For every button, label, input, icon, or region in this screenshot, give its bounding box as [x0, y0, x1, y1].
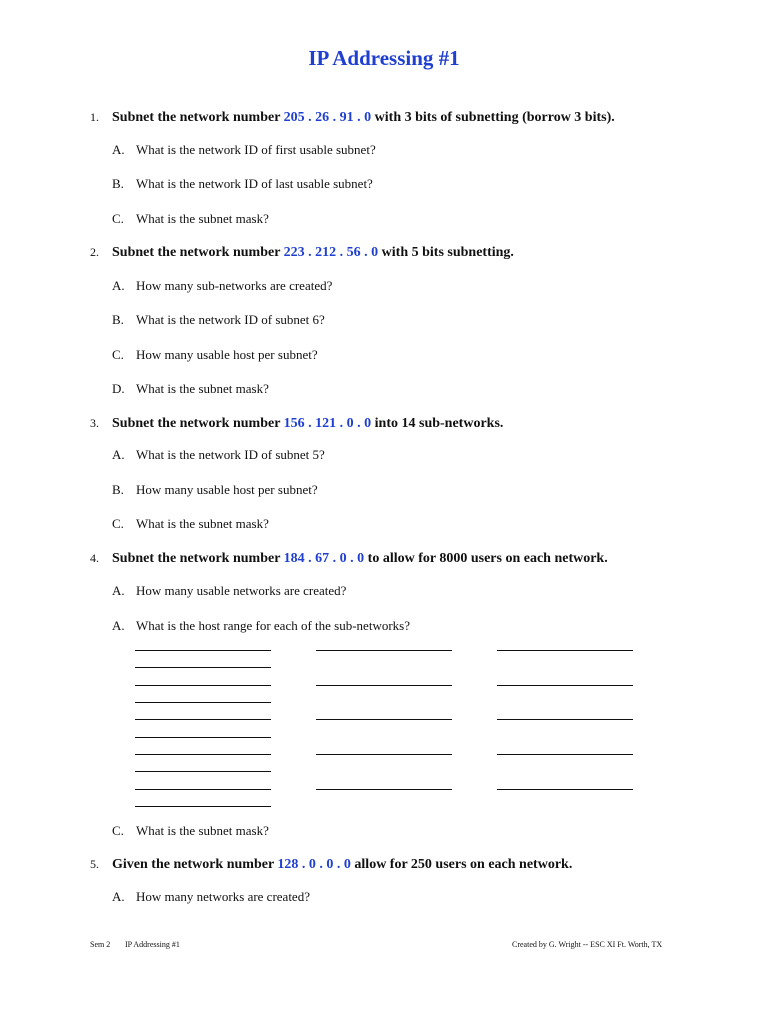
- question-suffix: to allow for 8000 users on each network.: [364, 551, 608, 566]
- question-suffix: with 3 bits of subnetting (borrow 3 bits).: [371, 110, 615, 125]
- question-number: 5.: [90, 857, 99, 871]
- answer-blank[interactable]: [497, 719, 633, 720]
- sub-text: How many usable host per subnet?: [136, 347, 318, 362]
- sub-question: [112, 516, 269, 532]
- sub-text: How many networks are created?: [136, 889, 310, 904]
- sub-question: [112, 211, 269, 227]
- sub-letter: C.: [112, 823, 124, 838]
- answer-blank[interactable]: [135, 789, 271, 790]
- sub-text: What is the subnet mask?: [136, 381, 269, 396]
- sub-letter: A.: [112, 142, 125, 157]
- answer-blank[interactable]: [135, 737, 271, 738]
- sub-letter: B.: [112, 312, 124, 327]
- answer-blank[interactable]: [135, 719, 271, 720]
- sub-letter: A.: [112, 618, 125, 633]
- question-1: [90, 110, 615, 126]
- sub-letter: B.: [112, 482, 124, 497]
- sub-text: What is the subnet mask?: [136, 516, 269, 531]
- question-suffix: into 14 sub-networks.: [371, 416, 504, 431]
- question-prefix: Subnet the network number: [112, 245, 284, 260]
- sub-question: [112, 142, 376, 158]
- ip-address: 128 . 0 . 0 . 0: [277, 857, 351, 872]
- sub-question: [112, 347, 318, 363]
- answer-blank[interactable]: [135, 685, 271, 686]
- sub-letter: A.: [112, 583, 125, 598]
- answer-blank[interactable]: [316, 754, 452, 755]
- answer-blank[interactable]: [316, 789, 452, 790]
- sub-question: [112, 176, 373, 192]
- sub-question: [112, 618, 410, 634]
- sub-letter: C.: [112, 516, 124, 531]
- sub-text: How many usable host per subnet?: [136, 482, 318, 497]
- answer-blank[interactable]: [135, 806, 271, 807]
- question-number: 4.: [90, 551, 99, 565]
- sub-question: [112, 823, 269, 839]
- footer-course: Sem 2: [90, 940, 111, 949]
- answer-blank[interactable]: [497, 685, 633, 686]
- answer-blank[interactable]: [135, 754, 271, 755]
- ip-address: 223 . 212 . 56 . 0: [283, 245, 379, 260]
- sub-letter: C.: [112, 211, 124, 226]
- sub-letter: A.: [112, 889, 125, 904]
- question-number: 3.: [90, 416, 99, 430]
- sub-question: [112, 447, 325, 463]
- sub-question: [112, 381, 269, 397]
- sub-letter: D.: [112, 381, 125, 396]
- page-title: IP Addressing #1: [308, 46, 460, 70]
- question-prefix: Subnet the network number: [112, 551, 284, 566]
- answer-blank[interactable]: [135, 702, 271, 703]
- question-3: [90, 416, 503, 432]
- sub-question: [112, 482, 318, 498]
- sub-letter: B.: [112, 176, 124, 191]
- answer-blank[interactable]: [316, 650, 452, 651]
- sub-text: What is the network ID of first usable subnet?: [136, 142, 376, 157]
- question-prefix: Given the network number: [112, 857, 278, 872]
- ip-address: 205 . 26 . 91 . 0: [283, 110, 372, 125]
- question-5: [90, 857, 572, 873]
- sub-letter: A.: [112, 447, 125, 462]
- sub-text: What is the host range for each of the sub-networks?: [136, 618, 410, 633]
- question-number: 1.: [90, 110, 99, 124]
- answer-blank[interactable]: [135, 771, 271, 772]
- question-4: [90, 551, 608, 567]
- answer-blank[interactable]: [497, 754, 633, 755]
- ip-address: 156 . 121 . 0 . 0: [283, 416, 372, 431]
- question-2: [90, 245, 514, 261]
- question-number: 2.: [90, 245, 99, 259]
- sub-letter: A.: [112, 278, 125, 293]
- footer-author: Created by G. Wright -- ESC XI Ft. Worth, TX: [512, 940, 663, 949]
- answer-blank[interactable]: [497, 789, 633, 790]
- answer-blank[interactable]: [497, 650, 633, 651]
- sub-question: [112, 889, 310, 905]
- question-prefix: Subnet the network number: [112, 416, 284, 431]
- sub-text: What is the network ID of subnet 6?: [136, 312, 325, 327]
- footer-title: IP Addressing #1: [125, 940, 180, 949]
- sub-letter: C.: [112, 347, 124, 362]
- sub-text: How many sub-networks are created?: [136, 278, 333, 293]
- ip-address: 184 . 67 . 0 . 0: [283, 551, 365, 566]
- sub-question: [112, 278, 332, 294]
- sub-text: How many usable networks are created?: [136, 583, 347, 598]
- sub-question: [112, 312, 325, 328]
- question-suffix: allow for 250 users on each network.: [350, 857, 573, 872]
- sub-text: What is the network ID of last usable subnet?: [136, 176, 373, 191]
- answer-blank[interactable]: [135, 650, 271, 651]
- answer-blank[interactable]: [135, 667, 271, 668]
- sub-text: What is the subnet mask?: [136, 823, 269, 838]
- answer-blank[interactable]: [316, 685, 452, 686]
- sub-text: What is the network ID of subnet 5?: [136, 447, 325, 462]
- answer-blank[interactable]: [316, 719, 452, 720]
- sub-question: [112, 583, 346, 599]
- sub-text: What is the subnet mask?: [136, 211, 269, 226]
- question-suffix: with 5 bits subnetting.: [378, 245, 514, 260]
- question-prefix: Subnet the network number: [112, 110, 284, 125]
